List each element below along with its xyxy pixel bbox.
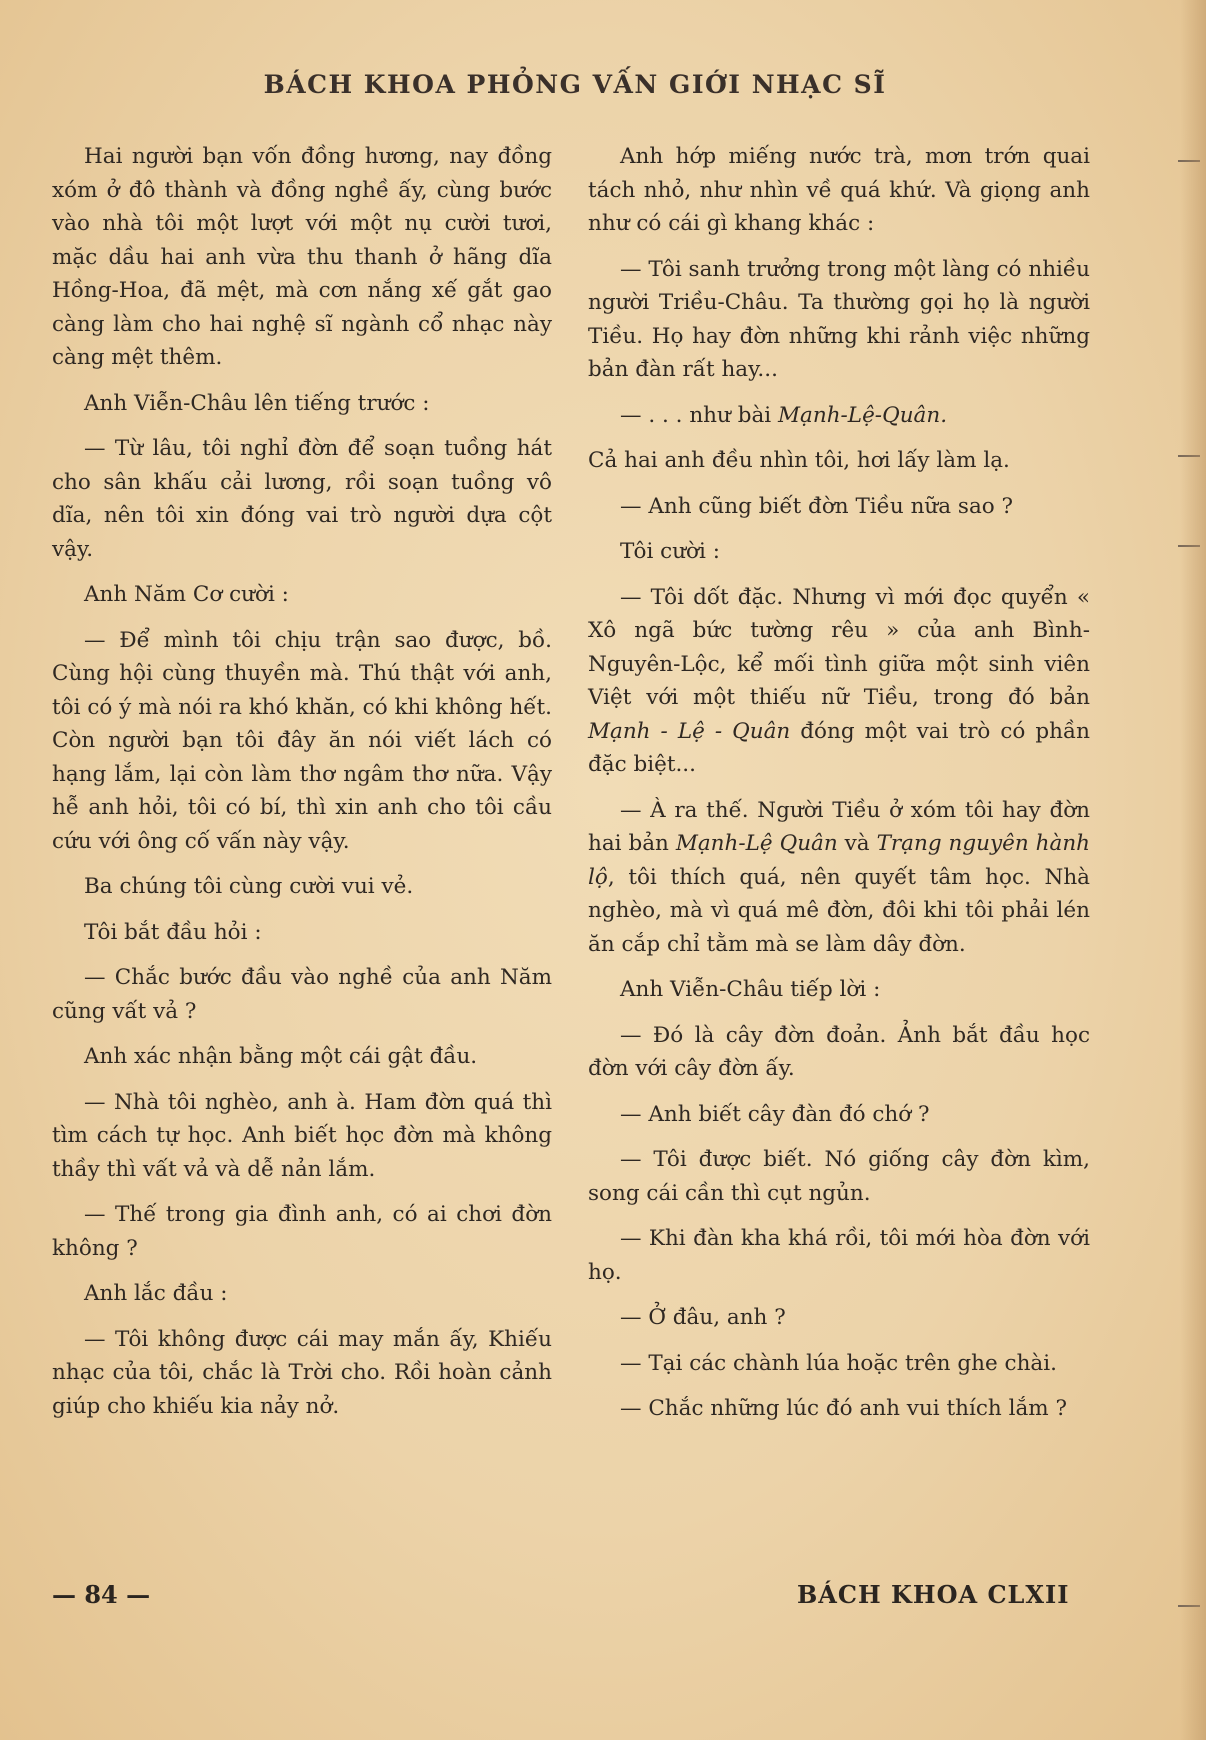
paragraph: — Ở đâu, anh ?	[620, 1305, 786, 1330]
paragraph: Anh lắc đầu :	[84, 1281, 228, 1306]
running-header: BÁCH KHOA PHỎNG VẤN GIỚI NHẠC SĨ	[263, 70, 887, 99]
paragraph-text: — . . . như bài	[620, 402, 779, 428]
paragraph-text: và	[837, 831, 877, 856]
paragraph: Anh hớp miếng nước trà, mơn trớn quai tách nhỏ, như nhìn về quá khứ. Và giọng anh như có cái gì khang khác :	[588, 144, 1090, 236]
paragraph: — Anh biết cây đàn đó chớ ?	[620, 1101, 930, 1127]
paragraph: — Từ lâu, tôi nghỉ đờn để soạn tuồng hát cho sân khấu cải lương, rồi soạn tuồng vô dĩa, nên tôi xin đóng vai trò người dựa cột vậy.	[52, 436, 552, 562]
paragraph: — Khi đàn kha khá rồi, tôi mới hòa đờn với họ.	[588, 1226, 1090, 1285]
paragraph: — Thế trong gia đình anh, có ai chơi đờn không ?	[52, 1202, 552, 1261]
paragraph: — Nhà tôi nghèo, anh à. Ham đờn quá thì tìm cách tự học. Anh biết học đờn mà không thầy thì vất vả và dễ nản lắm.	[52, 1089, 552, 1182]
publication-name: BÁCH KHOA CLXII	[797, 1580, 1070, 1609]
paragraph-text: , tôi thích quá, nên quyết tâm học. Nhà nghèo, mà vì quá mê đờn, đôi khi tôi phải lén ăn cắp chỉ tằm mà se làm dây đờn.	[588, 864, 1090, 957]
paragraph-text: — À ra thế. Người Tiều ở xóm tôi hay đờn hai bản	[588, 797, 1090, 856]
paragraph: Anh xác nhận bằng một cái gật đầu.	[84, 1044, 478, 1069]
paragraph: Tôi cười :	[620, 539, 720, 564]
paragraph: — Tại các chành lúa hoặc trên ghe chài.	[620, 1350, 1057, 1376]
paragraph: — Chắc những lúc đó anh vui thích lắm ?	[620, 1396, 1068, 1421]
left-column	[52, 140, 552, 1435]
paragraph: — Tôi không được cái may mắn ấy, Khiếu nhạc của tôi, chắc là Trời cho. Rồi hoàn cảnh giúp cho khiếu kia nảy nở.	[52, 1326, 552, 1419]
paragraph	[588, 794, 1090, 962]
edge-mark	[1178, 160, 1200, 162]
song-title: Trạng nguyên hành lộ	[588, 831, 1091, 890]
right-column	[588, 140, 1090, 1438]
paragraph: — Anh cũng biết đờn Tiều nữa sao ?	[620, 493, 1014, 519]
paragraph: Tôi bắt đầu hỏi :	[84, 919, 262, 945]
paragraph: — Tôi sanh trưởng trong một làng có nhiều người Triều-Châu. Ta thường gọi họ là người Tiều. Họ hay đờn những khi rảnh việc những bản đàn rất hay...	[588, 256, 1090, 382]
song-title: Mạnh-Lệ-Quân.	[778, 402, 948, 428]
paragraph: — Tôi được biết. Nó giống cây đờn kìm, song cái cần thì cụt ngủn.	[588, 1147, 1090, 1206]
song-title: Mạnh - Lệ - Quân	[588, 718, 791, 744]
paragraph: Anh Năm Cơ cười :	[84, 582, 289, 607]
page-number: — 84 —	[52, 1580, 151, 1609]
paragraph-text: đóng một vai trò có phần đặc biệt...	[588, 718, 1090, 777]
paragraph	[588, 581, 1090, 782]
paragraph: — Chắc bước đầu vào nghề của anh Năm cũng vất vả ?	[52, 965, 552, 1024]
paragraph-text: — Tôi dốt đặc. Nhưng vì mới đọc quyển « Xô ngã bức tường rêu » của anh Bình-Nguyên-Lộc, kể mối tình giữa một sinh viên Việt với một thiếu nữ Tiều, trong đó bản	[588, 584, 1090, 710]
paragraph: Anh Viễn-Châu lên tiếng trước :	[84, 390, 430, 416]
paragraph: Cả hai anh đều nhìn tôi, hơi lấy làm lạ.	[588, 448, 1010, 473]
paragraph: Anh Viễn-Châu tiếp lời :	[620, 977, 881, 1002]
edge-mark	[1178, 455, 1200, 457]
song-title: Mạnh-Lệ Quân	[675, 831, 838, 856]
edge-mark	[1178, 1605, 1200, 1607]
paragraph: — Để mình tôi chịu trận sao được, bồ. Cùng hội cùng thuyền mà. Thú thật với anh, tôi có ý mà nói ra khó khăn, có khi không hết. Còn người bạn tôi đây ăn nói viết lách có hạng lắm, lại còn làm thơ ngâm thơ nữa. Vậy hễ anh hỏi, tôi có bí, thì xin anh cho tôi cầu cứu với ông cố vấn này vậy.	[52, 627, 552, 854]
paragraph: Hai người bạn vốn đồng hương, nay đồng xóm ở đô thành và đồng nghề ấy, cùng bước vào nhà tôi một lượt với một nụ cười tươi, mặc dầu hai anh vừa thu thanh ở hãng dĩa Hồng-Hoa, đã mệt, mà cơn nắng xế gắt gao càng làm cho hai nghệ sĩ ngành cổ nhạc này càng mệt thêm.	[52, 144, 552, 370]
paragraph: — Đó là cây đờn đoản. Ảnh bắt đầu học đờn với cây đờn ấy.	[588, 1022, 1090, 1081]
paragraph: Ba chúng tôi cùng cười vui vẻ.	[84, 874, 414, 899]
edge-mark	[1178, 545, 1200, 547]
paragraph	[588, 399, 1090, 433]
